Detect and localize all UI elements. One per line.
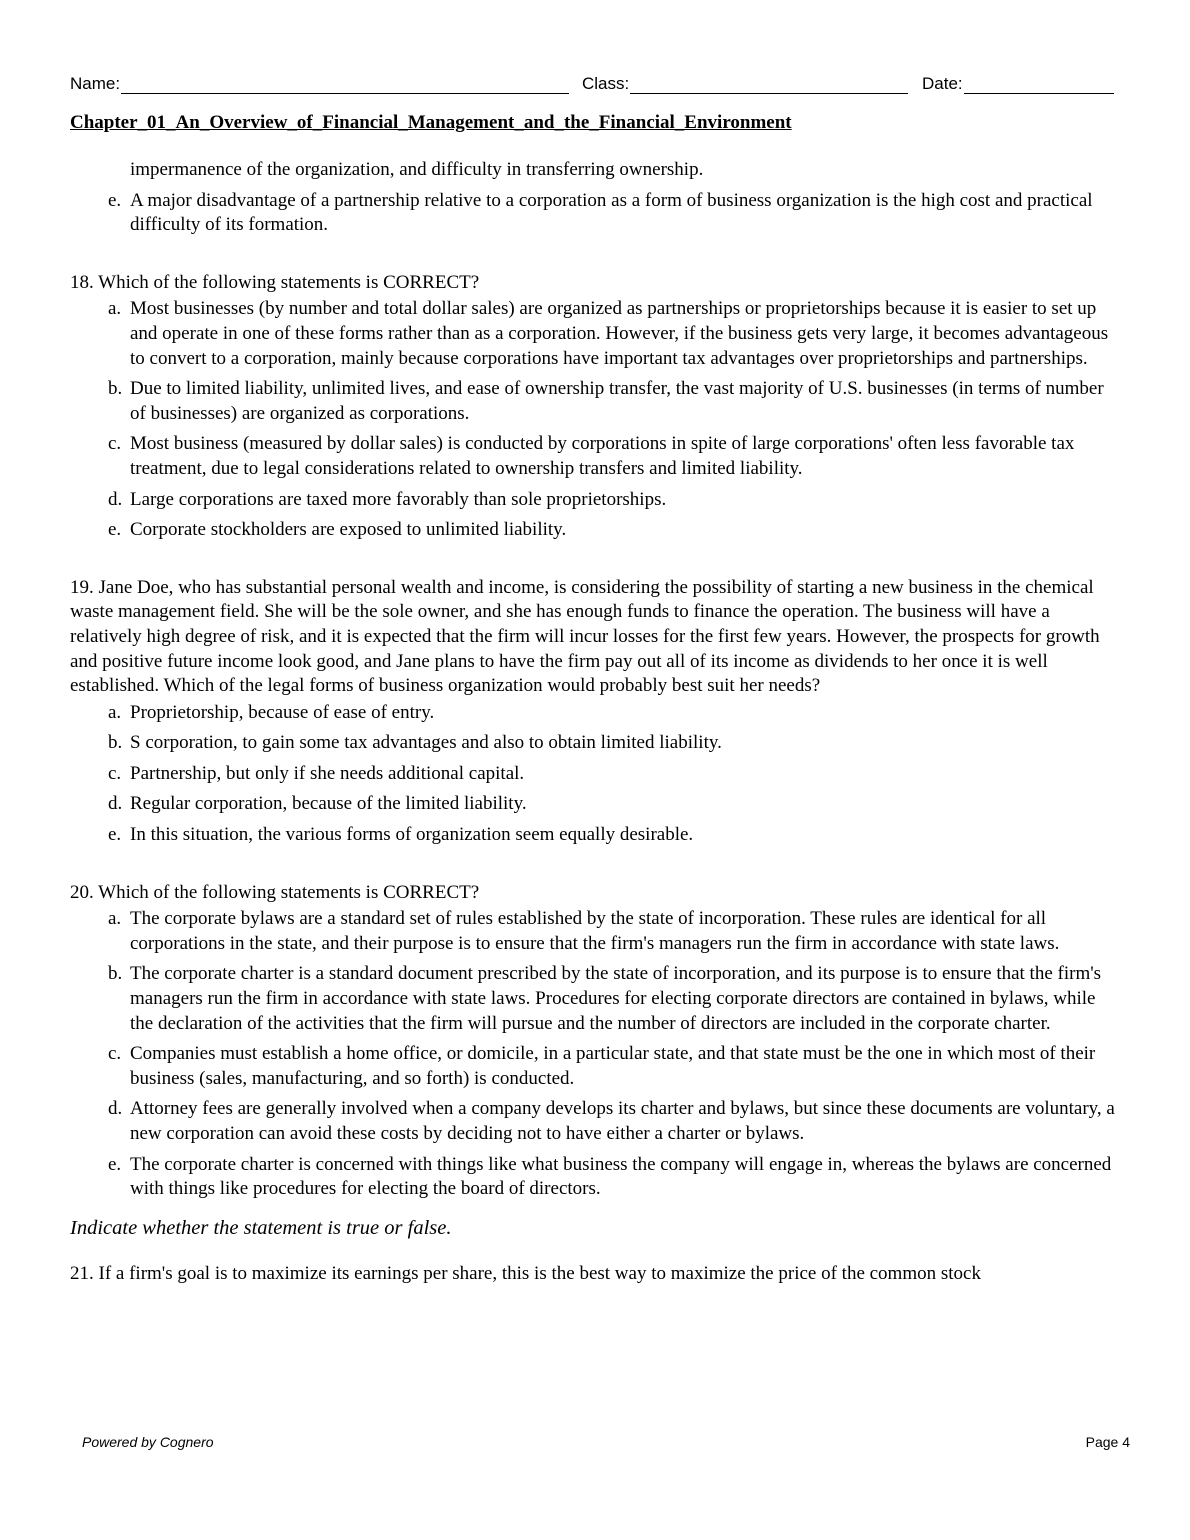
question-20 (70, 881, 1120, 1202)
chapter-title: Chapter_01_An_Overview_of_Financial_Management_and_the_Financial_Environment (70, 112, 792, 133)
option-19a (70, 701, 1120, 726)
continuation-text: impermanence of the organization, and difficulty in transferring ownership. (130, 159, 704, 180)
option-letter: a. (108, 908, 122, 930)
worksheet-header (70, 68, 1120, 96)
date-field (922, 68, 1114, 94)
question-stem: 20. Which of the following statements is CORRECT? (70, 881, 480, 903)
option-text: The corporate charter is a standard document prescribed by the state of incorporation, and its purpose is to ensure that the firm's managers run the firm in accordance with state laws. Procedures for electing corporate directors are contained in bylaws, while the declaration of the activities that the firm will pursue and the number of directors are included in the corporate charter. (130, 963, 1102, 1034)
option-20d (70, 1097, 1120, 1146)
option-18b (70, 377, 1120, 426)
option-18e (70, 518, 1120, 543)
option-text: Most business (measured by dollar sales) is conducted by corporations in spite of large corporations' often less favorable tax treatment, due to legal considerations related to ownership transfers and limited liability. (130, 433, 1075, 479)
option-letter: b. (108, 963, 123, 985)
option-letter: c. (108, 762, 122, 784)
option-20b (70, 962, 1120, 1036)
option-text: Regular corporation, because of the limited liability. (130, 793, 527, 815)
option-text: The corporate charter is concerned with things like what business the company will engage in, whereas the bylaws are concerned with things like procedures for electing the board of directors. (130, 1153, 1112, 1200)
option-letter: b. (108, 732, 123, 754)
option-text: In this situation, the various forms of organization seem equally desirable. (130, 824, 694, 846)
option-18c (70, 432, 1120, 481)
question-18 (70, 271, 1120, 543)
option-19b (70, 731, 1120, 756)
option-text: Due to limited liability, unlimited lives, and ease of ownership transfer, the vast majority of U.S. businesses (in terms of number of businesses) are organized as corporations. (130, 378, 1104, 424)
option-text: Attorney fees are generally involved when a company develops its charter and bylaws, but since these documents are voluntary, a new corporation can avoid these costs by deciding not to have either a charter or bylaws. (130, 1098, 1115, 1144)
powered-by-footer: Powered by Cognero (82, 1434, 214, 1450)
option-letter: d. (108, 793, 123, 815)
option-letter: e. (108, 519, 122, 541)
option-17e (70, 189, 1120, 238)
option-text: The corporate bylaws are a standard set of rules established by the state of incorporation. These rules are identical for all corporations in the state, and their purpose is to ensure that the firm's managers run the firm in accordance with state laws. (130, 908, 1060, 954)
page-number: Page 4 (1085, 1434, 1130, 1450)
option-20a (70, 907, 1120, 956)
option-letter: e. (108, 824, 122, 846)
option-letter: e. (108, 1153, 122, 1175)
option-letter: a. (108, 701, 122, 723)
name-input-line[interactable] (121, 69, 569, 94)
section-instruction: Indicate whether the statement is true or false. (70, 1216, 452, 1239)
option-letter: b. (108, 378, 123, 400)
class-input-line[interactable] (630, 69, 908, 94)
option-text: Most businesses (by number and total dollar sales) are organized as partnerships or proprietorships because it is easier to set up and operate in one of these forms rather than as a corporation. However, if the business gets very large, it becomes advantageous to convert to a corporation, mainly because corporations have important tax advantages over proprietorships and partnerships. (130, 298, 1109, 369)
option-letter: c. (108, 433, 122, 455)
option-letter: a. (108, 298, 122, 320)
option-letter: c. (108, 1043, 122, 1065)
option-18a (70, 297, 1120, 371)
option-text: Large corporations are taxed more favorably than sole proprietorships. (130, 488, 667, 510)
option-19c (70, 762, 1120, 787)
question-stem: 19. Jane Doe, who has substantial personal wealth and income, is considering the possibility of starting a new business in the chemical waste management field. She will be the sole owner, and she has enough funds to finance the operation. The business will have a relatively high degree of risk, and it is expected that the firm will incur losses for the first few years. However, the prospects for growth and positive future income look good, and Jane plans to have the firm pay out all of its income as dividends to her once it is well established. Which of the legal forms of business organization would probably best suit her needs? (70, 576, 1100, 697)
option-letter: d. (108, 1098, 123, 1120)
option-18d (70, 488, 1120, 513)
option-text: A major disadvantage of a partnership relative to a corporation as a form of business organization is the high cost and practical difficulty of its formation. (130, 189, 1093, 236)
option-text: Corporate stockholders are exposed to unlimited liability. (130, 519, 567, 541)
question-19 (70, 576, 1120, 848)
name-field (70, 68, 569, 94)
option-19d (70, 792, 1120, 817)
option-text: Partnership, but only if she needs additional capital. (130, 762, 525, 784)
option-text: Proprietorship, because of ease of entry. (130, 701, 435, 723)
option-letter: d. (108, 488, 123, 510)
option-20e (70, 1153, 1120, 1202)
question-21-stem: 21. If a firm's goal is to maximize its earnings per share, this is the best way to maximize the price of the common stock (70, 1263, 981, 1285)
class-label: Class: (582, 74, 630, 93)
class-field (582, 68, 908, 94)
option-letter: e. (108, 189, 122, 211)
date-input-line[interactable] (964, 69, 1114, 94)
option-text: S corporation, to gain some tax advantages and also to obtain limited liability. (130, 732, 722, 754)
date-label: Date: (922, 74, 963, 93)
question-stem: 18. Which of the following statements is CORRECT? (70, 271, 480, 293)
option-20c (70, 1042, 1120, 1091)
option-text: Companies must establish a home office, or domicile, in a particular state, and that state must be the one in which most of their business (sales, manufacturing, and so forth) is conducted. (130, 1043, 1096, 1089)
name-label: Name: (70, 74, 121, 93)
document-body (70, 155, 1120, 1289)
option-19e (70, 823, 1120, 848)
